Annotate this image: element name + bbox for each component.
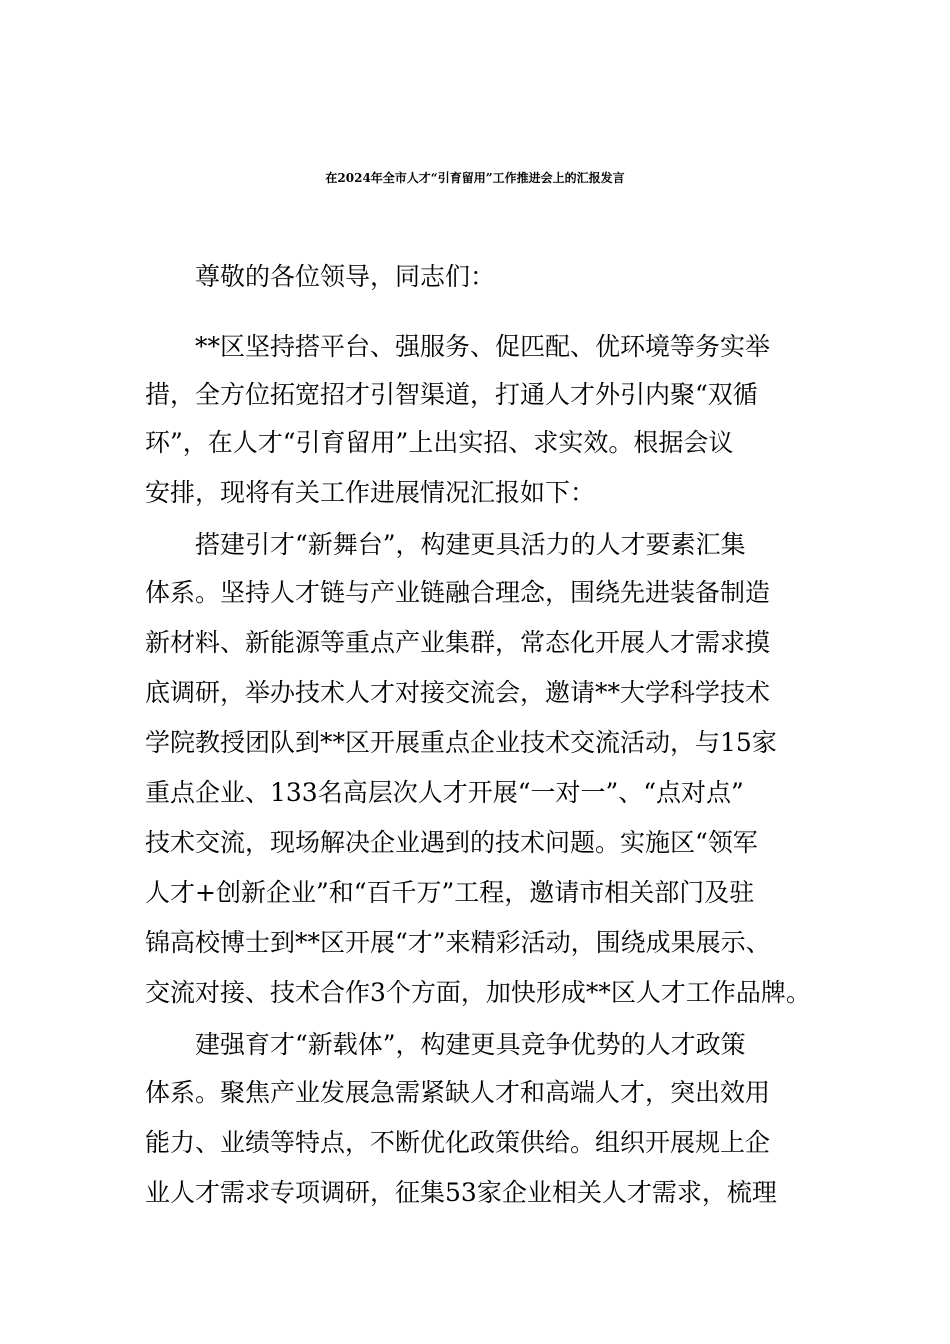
body-line: 建强育才“新载体”，构建更具竞争优势的人才政策 [195, 1030, 746, 1059]
body-line: 体系。聚焦产业发展急需紧缺人才和高端人才，突出效用 [145, 1078, 771, 1107]
body-line: 搭建引才“新舞台”，构建更具活力的人才要素汇集 [195, 530, 746, 559]
body-line: 学院教授团队到**区开展重点企业技术交流活动，与15家 [145, 728, 777, 757]
body-line: 技术交流，现场解决企业遇到的技术问题。实施区“领军 [145, 828, 758, 857]
body-line: 尊敬的各位领导，同志们： [195, 262, 496, 291]
body-line: 环”，在人才“引育留用”上出实招、求实效。根据会议 [145, 428, 734, 457]
body-line: 体系。坚持人才链与产业链融合理念，围绕先进装备制造 [145, 578, 771, 607]
body-line: 安排，现将有关工作进展情况汇报如下： [145, 478, 596, 507]
body-line: 人才+创新企业”和“百千万”工程，邀请市相关部门及驻 [145, 878, 755, 907]
body-line: 新材料、新能源等重点产业集群，常态化开展人才需求摸 [145, 628, 771, 657]
body-line: 底调研，举办技术人才对接交流会，邀请**大学科学技术 [145, 678, 771, 707]
body-line: 重点企业、133名高层次人才开展“一对一”、“点对点” [145, 778, 744, 807]
body-line: **区坚持搭平台、强服务、促匹配、优环境等务实举 [195, 332, 771, 361]
body-line: 措，全方位拓宽招才引智渠道，打通人才外引内聚“双循 [145, 380, 758, 409]
body-line: 业人才需求专项调研，征集53家企业相关人才需求，梳理 [145, 1178, 777, 1207]
body-line: 能力、业绩等特点，不断优化政策供给。组织开展规上企 [145, 1128, 771, 1157]
body-line: 交流对接、技术合作3个方面，加快形成**区人才工作品牌。 [145, 978, 811, 1007]
document-title: 在2024年全市人才“引育留用”工作推进会上的汇报发言 [325, 171, 625, 185]
body-line: 锦高校博士到**区开展“才”来精彩活动，围绕成果展示、 [145, 928, 771, 957]
